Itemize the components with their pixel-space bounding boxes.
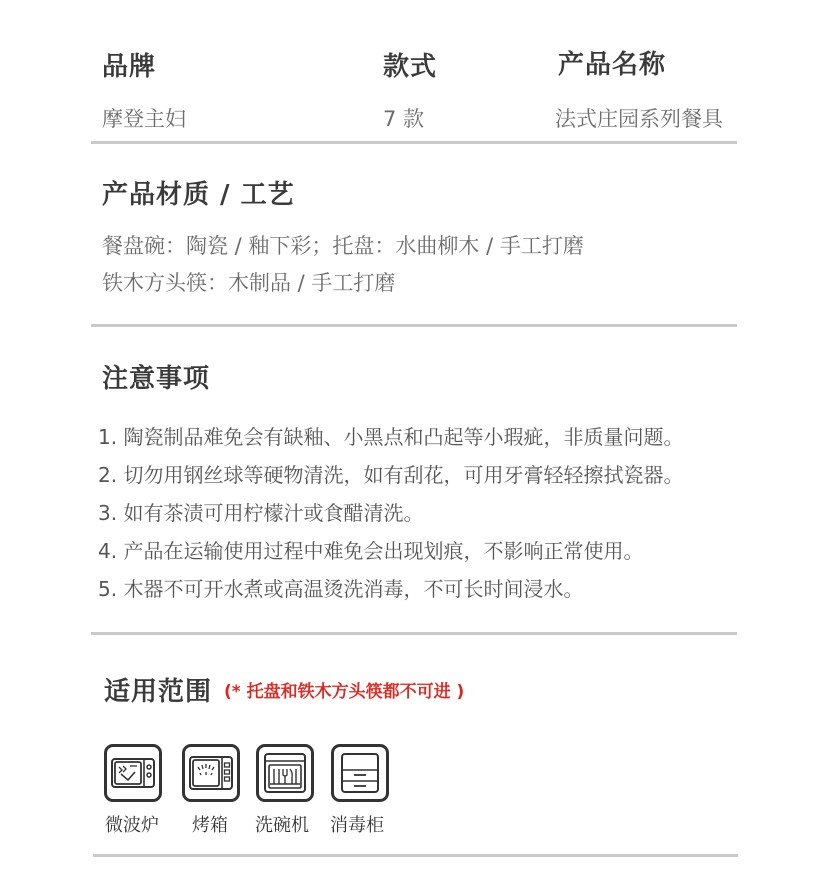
usage-title: 适用范围 — [104, 677, 213, 707]
brand-label: 品牌 — [102, 52, 157, 82]
usage-warning: (* 托盘和铁木方头筷都不可进 ) — [224, 682, 465, 702]
divider — [91, 141, 737, 144]
product-name-value: 法式庄园系列餐具 — [555, 107, 723, 131]
notes-item-1: 1. 陶瓷制品难免会有缺釉、小黑点和凸起等小瑕疵，非质量问题。 — [98, 425, 684, 449]
divider — [91, 632, 737, 635]
microwave-icon — [104, 744, 162, 802]
product-name-label: 产品名称 — [558, 50, 667, 80]
style-value: 7 款 — [383, 107, 425, 131]
sterilizer-cabinet-label: 消毒柜 — [330, 815, 384, 836]
notes-item-5: 5. 木器不可开水煮或高温烫洗消毒，不可长时间浸水。 — [98, 577, 584, 601]
material-line-1: 餐盘碗：陶瓷 / 釉下彩；托盘：水曲柳木 / 手工打磨 — [102, 234, 584, 258]
material-line-2: 铁木方头筷：木制品 / 手工打磨 — [102, 271, 396, 295]
notes-item-4: 4. 产品在运输使用过程中难免会出现划痕，不影响正常使用。 — [98, 539, 644, 563]
dishwasher-icon — [256, 744, 314, 802]
style-label: 款式 — [383, 52, 438, 82]
microwave-label: 微波炉 — [105, 815, 159, 836]
divider — [93, 854, 738, 857]
brand-value: 摩登主妇 — [102, 107, 186, 131]
notes-title: 注意事项 — [102, 364, 211, 394]
divider — [91, 324, 737, 327]
oven-label: 烤箱 — [192, 815, 228, 836]
notes-item-2: 2. 切勿用钢丝球等硬物清洗，如有刮花，可用牙膏轻轻擦拭瓷器。 — [98, 463, 684, 487]
material-title: 产品材质 / 工艺 — [102, 180, 295, 210]
sterilizer-cabinet-icon — [331, 744, 389, 802]
notes-item-3: 3. 如有茶渍可用柠檬汁或食醋清洗。 — [98, 501, 424, 525]
oven-icon — [182, 744, 240, 802]
dishwasher-label: 洗碗机 — [255, 815, 309, 836]
